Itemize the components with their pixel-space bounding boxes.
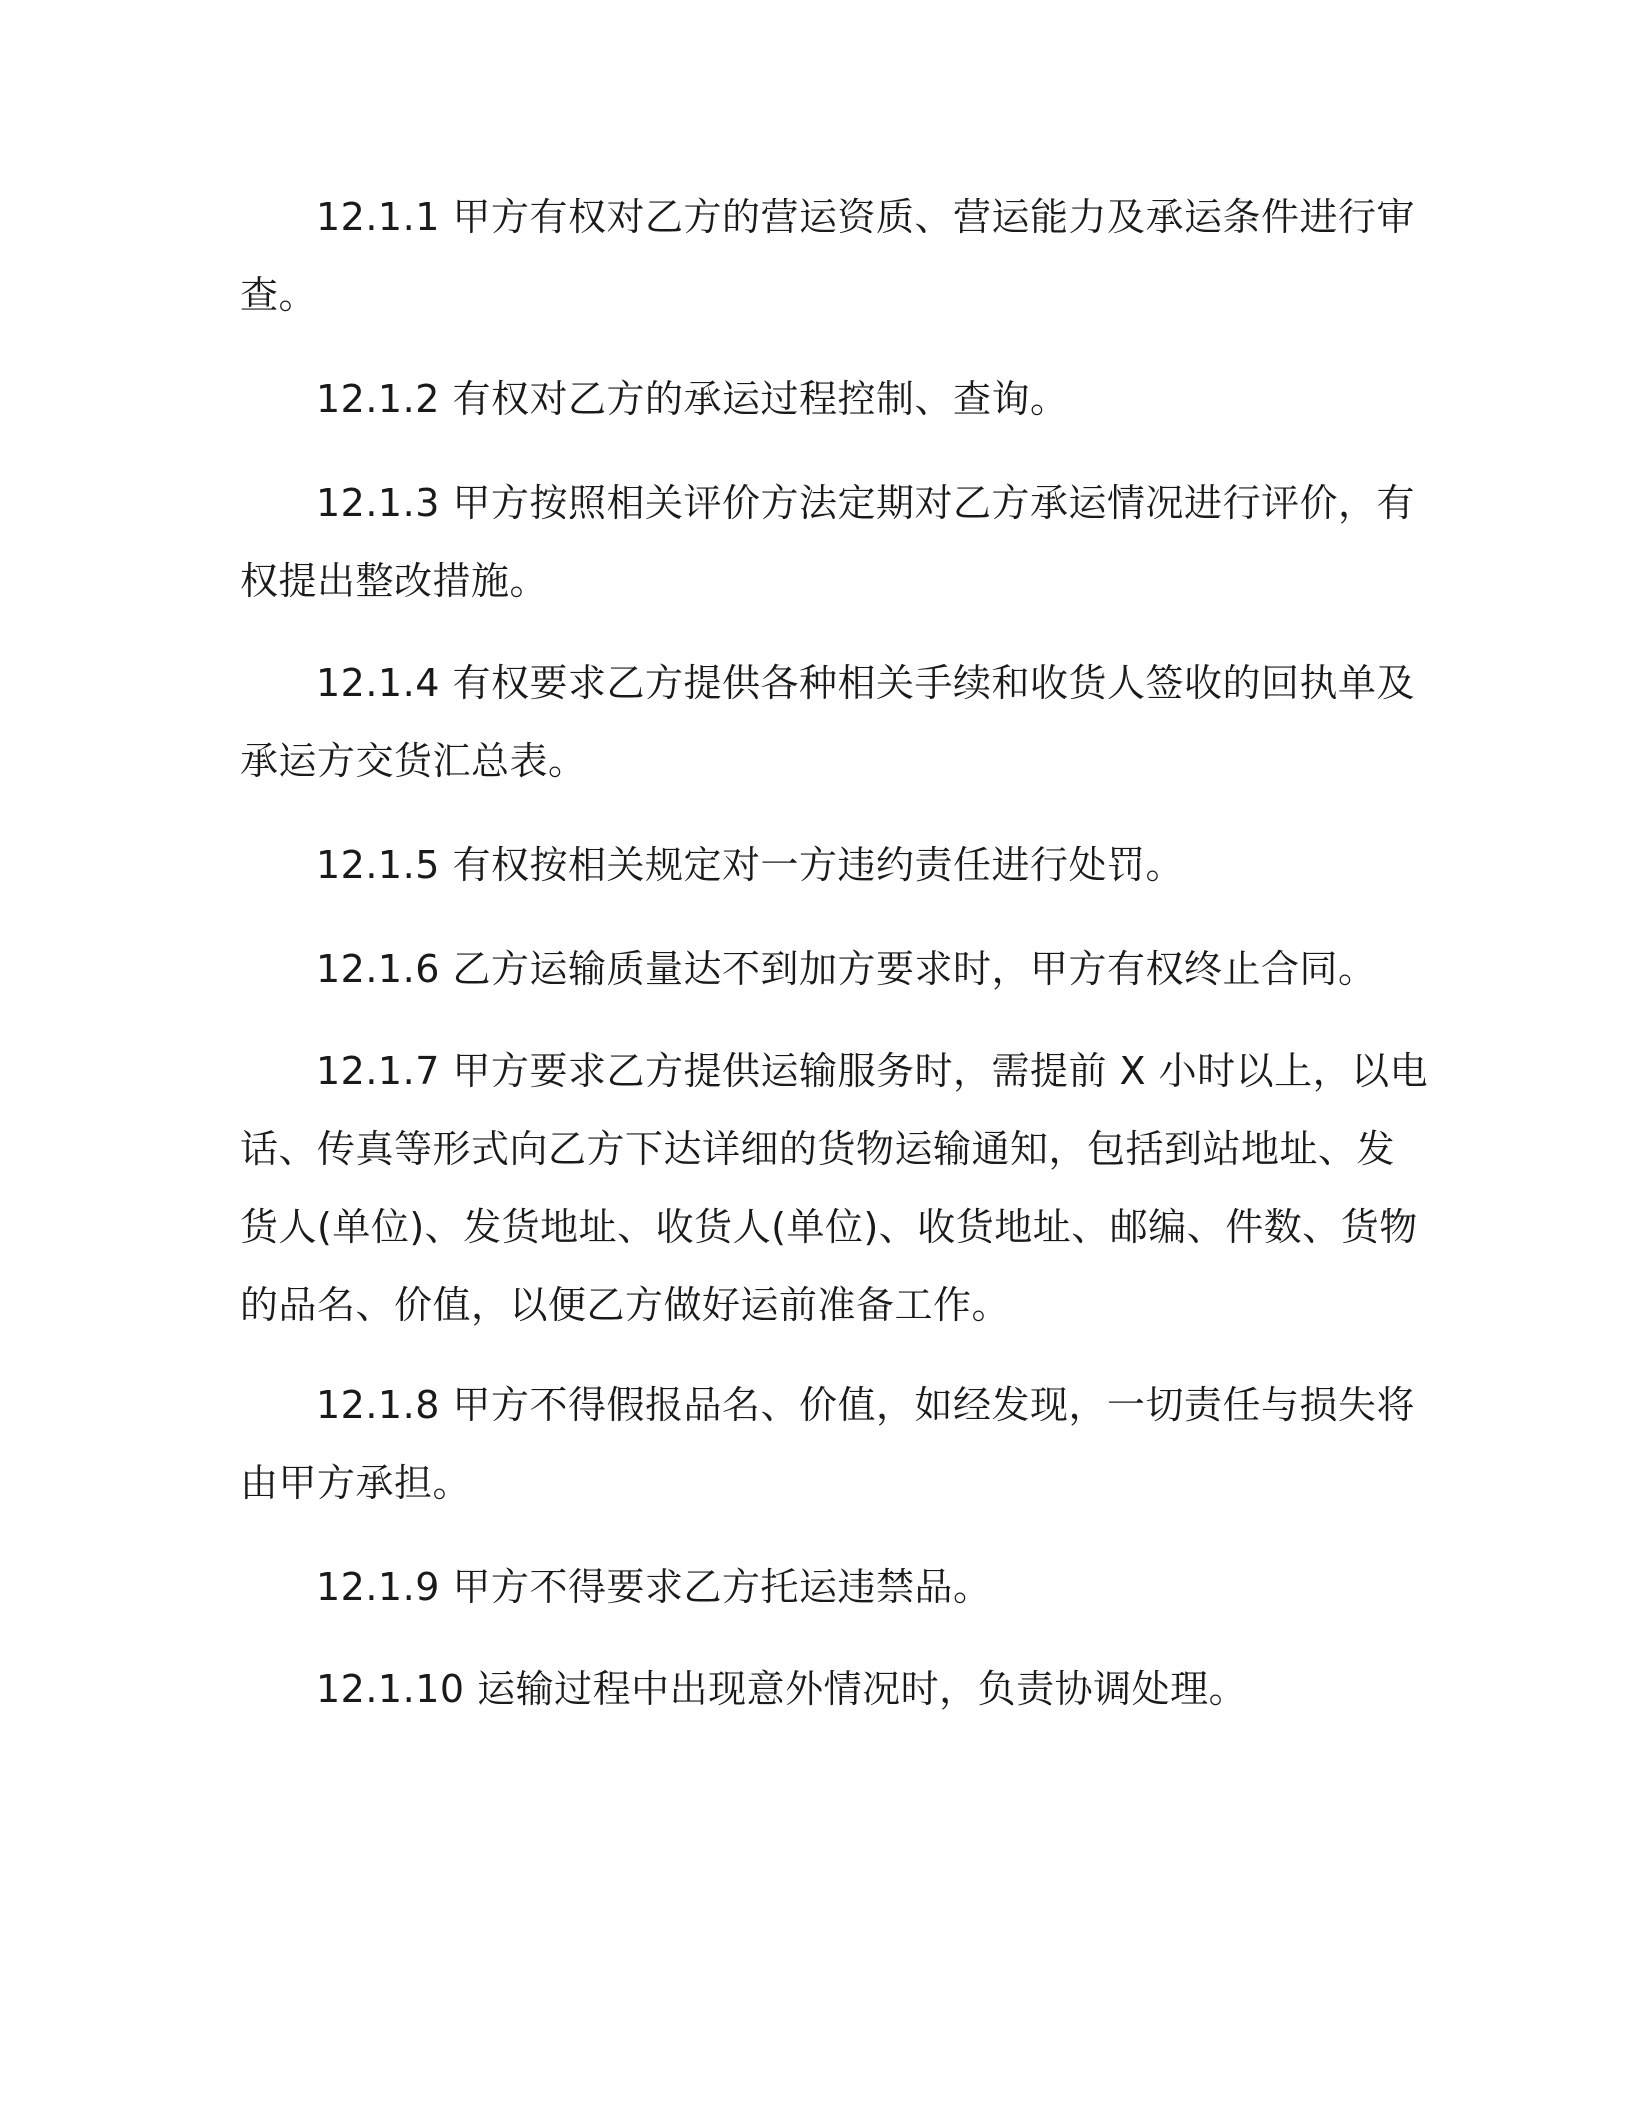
clause-12-1-8	[240, 1366, 1415, 1522]
clause-line: 12.1.8 甲方不得假报品名、价值，如经发现，一切责任与损失将	[316, 1383, 1415, 1427]
clause-line: 查。	[240, 273, 318, 317]
clause-line: 12.1.5 有权按相关规定对一方违约责任进行处罚。	[316, 843, 1184, 887]
clause-line: 的品名、价值，以便乙方做好运前准备工作。	[240, 1283, 1011, 1327]
clause-line: 12.1.2 有权对乙方的承运过程控制、查询。	[316, 377, 1069, 421]
clause-line: 12.1.10 运输过程中出现意外情况时，负责协调处理。	[316, 1667, 1248, 1711]
clause-12-1-9	[240, 1548, 1370, 1626]
clause-line: 12.1.7 甲方要求乙方提供运输服务时，需提前 X 小时以上，以电	[316, 1049, 1429, 1093]
clause-line: 货人(单位)、发货地址、收货人(单位)、收货地址、邮编、件数、货物	[240, 1205, 1418, 1249]
clause-12-1-5	[240, 826, 1370, 904]
clause-12-1-7	[240, 1032, 1429, 1344]
clause-12-1-3	[240, 464, 1415, 620]
clause-line: 承运方交货汇总表。	[240, 739, 587, 783]
clause-line: 12.1.6 乙方运输质量达不到加方要求时，甲方有权终止合同。	[316, 947, 1377, 991]
clause-12-1-1	[240, 178, 1415, 334]
clause-12-1-6	[240, 930, 1377, 1008]
clause-12-1-10	[240, 1650, 1370, 1728]
clause-line: 12.1.9 甲方不得要求乙方托运违禁品。	[316, 1565, 992, 1609]
clause-line: 12.1.3 甲方按照相关评价方法定期对乙方承运情况进行评价，有	[316, 481, 1415, 525]
clause-12-1-4	[240, 644, 1415, 800]
clause-line: 12.1.1 甲方有权对乙方的营运资质、营运能力及承运条件进行审	[316, 195, 1415, 239]
clause-12-1-2	[240, 360, 1370, 438]
clause-line: 由甲方承担。	[240, 1461, 472, 1505]
clause-line: 权提出整改措施。	[240, 559, 549, 603]
clause-line: 话、传真等形式向乙方下达详细的货物运输通知，包括到站地址、发	[240, 1127, 1396, 1171]
clause-line: 12.1.4 有权要求乙方提供各种相关手续和收货人签收的回执单及	[316, 661, 1415, 705]
